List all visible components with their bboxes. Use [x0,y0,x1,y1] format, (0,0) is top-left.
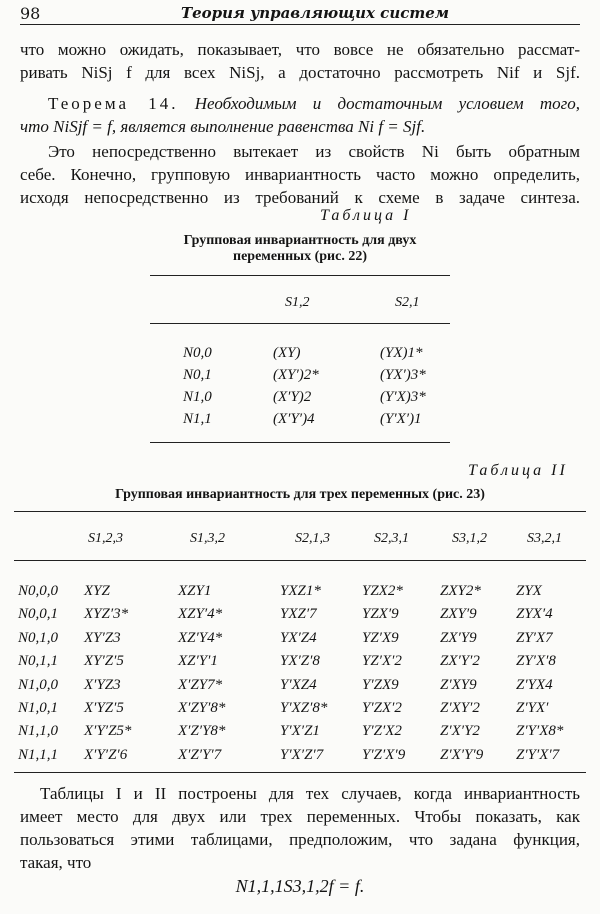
table-2-cell: ZYX [516,583,542,599]
table-2-cell: ZY′X′8 [516,653,556,670]
text-line: ривать NiSj f для всех NiSj, а достаточно рассмотреть Nif и Sjf. [20,63,580,82]
table-2-row-label: N1,0,1 [18,700,59,716]
table-2-cell: XZY1 [178,583,212,599]
table-2-cell: XZ′Y4* [178,629,223,646]
table-2-cell: Z′Y′X′7 [516,746,560,763]
table-2-row-label: N1,1,1 [18,746,59,763]
table-2-cell: Z′YX′ [516,700,549,716]
table-2-cell: Z′X′Y′9 [440,746,484,763]
table-1-row-label: N0,0 [183,345,212,361]
table-2-cell: Y′ZX9 [362,676,399,693]
page-number: 98 [20,4,41,23]
table-1-col-header: S1,2 [285,295,310,310]
table-1-title-line: Групповая инвариантность для двух [183,233,417,248]
theorem-text: что NiSjf = f, является выполнение равенства Ni f = Sjf. [20,117,426,136]
table-2-top-rule [14,511,586,512]
table-2-cell: YX′Z′8 [280,653,320,670]
table-2-row-label: N0,1,1 [18,653,59,670]
table-2-cell: Y′X′Z′7 [280,746,324,763]
table-2-row-label: N0,1,0 [18,629,59,646]
paragraph-1 [20,38,580,84]
table-1-row-label: N1,1 [183,411,212,427]
table-1-bottom-rule [150,442,450,443]
running-header [20,4,580,25]
table-2-cell: X′ZY′8* [178,700,226,716]
paragraph-2 [20,140,580,209]
table-2-cell: X′ZY7* [178,676,223,693]
table-2-cell: YZ′X′2 [362,653,402,670]
text-line: Это непосредственно вытекает из свойств Ni быть обратным [48,142,580,161]
table-2-cell: Z′XY′2 [440,700,480,716]
table-2-cell: XZY′4* [178,606,223,623]
text-line: Таблицы I и II построены для тех случаев, когда инвариантность [40,784,580,803]
table-2-cell: YZX2* [362,583,403,599]
table-2-row-label: N0,0,1 [18,606,59,623]
table-2-cell: ZY′X7 [516,629,553,646]
theorem-label: Теорема 14. [48,94,179,113]
table-2-row-label: N1,1,0 [18,723,59,740]
table-2-cell: XY′Z3 [84,629,121,646]
table-2-row-label: N1,0,0 [18,676,59,693]
table-2-cell: YXZ1* [280,583,321,599]
table-2-cell: Y′X′Z1 [280,723,320,740]
paragraph-3 [20,782,580,874]
table-2-cell: X′Y′Z′6 [84,746,128,763]
table-1-header-rule [150,323,450,324]
table-1-cell: (X′Y)2 [273,389,312,405]
table-1-cell: (XY′)2* [273,367,319,383]
table-2-cell: YXZ′7 [280,606,317,623]
table-1-row-label: N0,1 [183,367,212,383]
table-2-cell: Z′Y′X8* [516,723,564,740]
table-2-cell: ZYX′4 [516,606,553,623]
table-2-cell: XYZ′3* [84,606,129,623]
table-2-row-label: N0,0,0 [18,583,59,599]
table-1-cell: (Y′X)3* [380,389,426,405]
table-1-cell: (YX)1* [380,345,423,361]
table-2-col-header: S2,3,1 [374,531,409,546]
text-line: пользоваться этими таблицами, предположим, что задана функция, [20,830,580,849]
table-2-col-header: S2,1,3 [295,531,330,546]
text-line: что можно ожидать, показывает, что вовсе не обязательно рассмат- [20,40,580,59]
table-2-cell: YX′Z4 [280,629,317,646]
text-line: имеет место для двух или трех переменных. Чтобы показать, как [20,807,580,826]
table-2-bottom-rule [14,772,586,773]
table-1-row-label: N1,0 [183,389,212,405]
table-2-cell: Y′XZ′8* [280,700,328,716]
table-2-cell: Y′ZX′2 [362,700,402,716]
table-1-title [150,233,450,265]
table-1-cell: (X′Y′)4 [273,411,315,427]
table-2-cell: ZXY2* [440,583,481,599]
table-2-col-header: S3,2,1 [527,531,562,546]
text-line: такая, что [20,853,92,872]
table-2-cell: ZX′Y′2 [440,653,480,670]
table-2-col-header: S1,2,3 [88,531,123,546]
table-2-col-header: S3,1,2 [452,531,487,546]
formula: N1,1,1S3,1,2f = f. [235,876,365,896]
table-1-top-rule [150,275,450,276]
table-2-cell: ZXY′9 [440,606,477,623]
table-2-cell: Z′X′Y2 [440,723,480,740]
table-2-cell: X′Y′Z5* [84,723,132,740]
table-2-cell: Y′XZ4 [280,676,317,693]
text-line: исходя непосредственно из требований к схеме в задаче синтеза. [20,188,580,207]
text-line [20,92,580,115]
table-2-cell: X′YZ′5 [84,700,124,716]
table-2-cell: XZ′Y′1 [178,653,218,670]
table-1-cell: (Y′X′)1 [380,411,422,427]
table-2-caption: Таблица II [468,462,568,479]
table-2-cell: Z′YX4 [516,676,553,693]
running-title: Теория управляющих систем [180,4,450,22]
table-2-cell: YZX′9 [362,606,399,623]
theorem-14 [20,92,580,138]
table-2-cell: X′Z′Y′7 [178,746,222,763]
table-2-cell: Z′XY9 [440,676,477,693]
theorem-text: Необходимым и достаточным условием того, [194,94,581,113]
table-2-cell: X′Z′Y8* [178,723,226,740]
table-1-caption: Таблица I [320,207,412,224]
table-1-cell: (YX′)3* [380,367,426,383]
table-2-cell: XYZ [84,583,110,599]
table-2-title: Групповая инвариантность для трех переменных (рис. 23) [115,487,485,502]
table-2-cell: ZX′Y9 [440,629,477,646]
table-2-cell: Y′Z′X2 [362,723,402,740]
table-1-col-header: S2,1 [395,295,420,310]
table-2-cell: YZ′X9 [362,629,399,646]
text-line: себе. Конечно, групповую инвариантность часто можно определить, [20,165,580,184]
table-2-cell: XY′Z′5 [84,653,124,670]
table-2-cell: X′YZ3 [84,676,121,693]
table-1-cell: (XY) [273,345,301,361]
table-1-title-line: переменных (рис. 22) [233,249,367,264]
table-2-col-header: S1,3,2 [190,531,225,546]
table-2-cell: Y′Z′X′9 [362,746,406,763]
table-2-header-rule [14,560,586,561]
